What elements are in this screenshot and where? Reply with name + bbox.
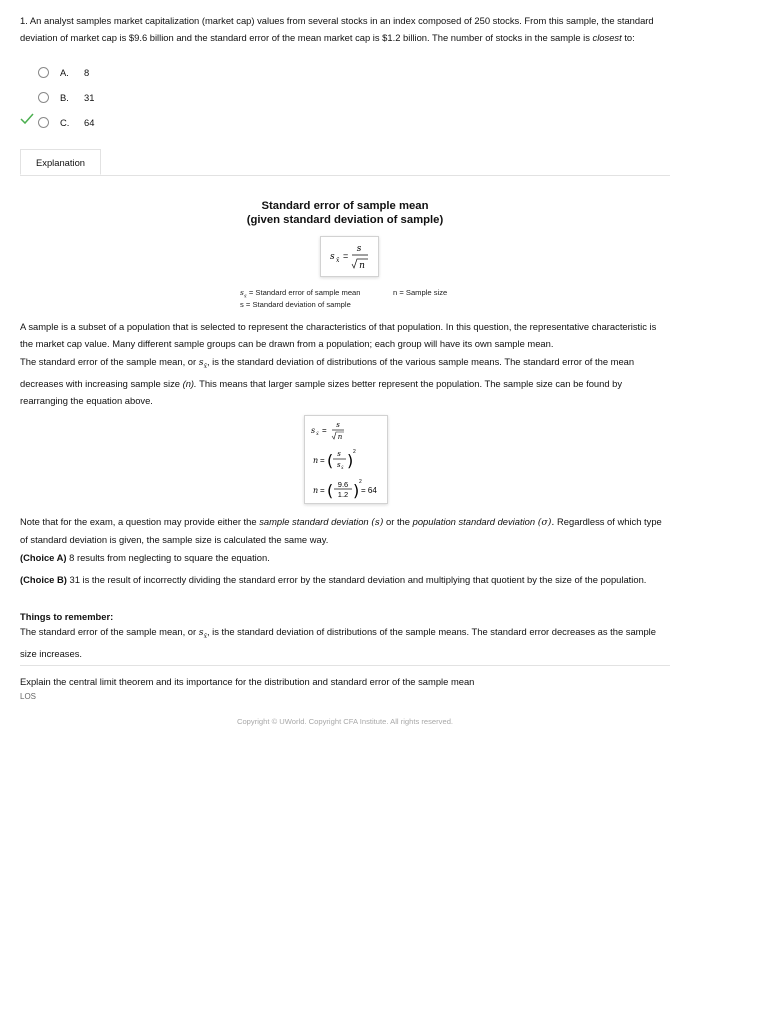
svg-text:s: s bbox=[311, 426, 316, 435]
legend-sx: $s_{x̄}$ = Standard error of sample mean bbox=[240, 288, 361, 300]
explanation-paragraph-3: Note that for the exam, a question may provide either the sample standard deviation (s) or the population standard deviation (σ). Regardless of which type of standard deviation is given, the sample size is calculated the same way. bbox=[20, 516, 662, 545]
choice-a-explanation: (Choice A) 8 results from neglecting to square the equation. bbox=[20, 552, 270, 563]
answer-choices bbox=[20, 60, 670, 135]
choice-letter: B. bbox=[60, 92, 69, 103]
sample-size-derivation bbox=[305, 416, 387, 503]
learning-objective: Explain the central limit theorem and its importance for the distribution and standard error of the sample mean bbox=[20, 676, 475, 687]
svg-text:x̄: x̄ bbox=[336, 257, 340, 264]
choice-value: 8 bbox=[84, 67, 90, 78]
checkmark-icon bbox=[20, 113, 34, 125]
choice-b-explanation: (Choice B) 31 is the result of incorrectly dividing the standard error by the standard deviation and multiplying that quotient by the size of the population. bbox=[20, 574, 647, 585]
svg-text:=: = bbox=[343, 251, 349, 261]
choice-value: 64 bbox=[84, 117, 95, 128]
svg-text:n: n bbox=[313, 456, 319, 465]
svg-text:n: n bbox=[359, 261, 365, 271]
choice-a[interactable] bbox=[20, 60, 670, 85]
choice-b[interactable] bbox=[20, 85, 670, 110]
svg-text:x̄: x̄ bbox=[341, 466, 344, 471]
radio-button[interactable] bbox=[38, 92, 49, 103]
svg-text:=: = bbox=[322, 426, 327, 435]
svg-text:n: n bbox=[313, 486, 319, 495]
svg-text:s: s bbox=[330, 252, 335, 262]
divider bbox=[20, 665, 670, 666]
sx-symbol: $s_{x̄}$ bbox=[198, 357, 207, 370]
formula-title-line2: (given standard deviation of sample) bbox=[246, 213, 444, 226]
svg-text:): ) bbox=[347, 451, 354, 470]
question-number: 1. bbox=[20, 15, 28, 26]
svg-text:=: = bbox=[320, 456, 325, 465]
choice-c[interactable] bbox=[20, 110, 670, 135]
question-text bbox=[20, 12, 670, 46]
svg-text:(: ( bbox=[327, 481, 334, 500]
svg-text:s: s bbox=[337, 461, 341, 469]
copyright-notice: Copyright © UWorld. Copyright CFA Institute. All rights reserved. bbox=[236, 717, 454, 726]
svg-text:s: s bbox=[336, 421, 340, 429]
question-body: An analyst samples market capitalization (market cap) values from several stocks in an index composed of 250 stocks. From this sample, the standard deviation of market cap is $9.6 billion and the standard error of the mean market cap is $1.2 billion. The number of stocks in the sample is bbox=[20, 15, 654, 43]
formula-title bbox=[20, 200, 670, 227]
calc-denominator: 1.2 bbox=[337, 490, 349, 499]
legend-n: n = Sample size bbox=[393, 288, 448, 297]
standard-error-formula bbox=[321, 237, 378, 276]
choice-value: 31 bbox=[84, 92, 95, 103]
svg-text:): ) bbox=[353, 481, 360, 500]
svg-text:2: 2 bbox=[353, 449, 356, 455]
calc-result: = 64 bbox=[361, 486, 377, 495]
svg-text:s: s bbox=[356, 244, 362, 254]
svg-text:(: ( bbox=[327, 451, 334, 470]
formula-box-rearranged bbox=[304, 415, 388, 504]
tab-explanation[interactable]: Explanation bbox=[20, 149, 101, 175]
radio-button[interactable] bbox=[38, 67, 49, 78]
things-to-remember-title: Things to remember: bbox=[20, 611, 114, 622]
question-emphasis: closest bbox=[592, 32, 622, 43]
legend-s: s = Standard deviation of sample bbox=[240, 300, 351, 309]
sx-symbol: $s_{x̄}$ bbox=[198, 627, 207, 640]
question-page bbox=[20, 12, 670, 227]
things-to-remember-text: The standard error of the sample mean, or $s_{x̄}$, is the standard deviation of distributions of the sample means. The standard error decreases as the sample size increases. bbox=[20, 626, 656, 659]
explanation-paragraph-2: The standard error of the sample mean, or $s_{x̄}$, is the standard deviation of distributions of the various sample means. The standard error of the mean decreases with increasing sample size (n). This means that larger sample sizes better represent the population. The sample size can be found by rearranging the equation above. bbox=[20, 356, 635, 406]
calc-numerator: 9.6 bbox=[337, 480, 349, 489]
explanation-paragraph-1: A sample is a subset of a population that is selected to represent the characteristics of that population. In this question, the representative characteristic is the market cap value. Many different sample groups can be drawn from a population; each group will have its own sample mean. bbox=[20, 321, 657, 349]
svg-text:s: s bbox=[337, 450, 341, 458]
svg-text:x̄: x̄ bbox=[316, 431, 319, 437]
question-tail: to: bbox=[624, 32, 635, 43]
svg-text:n: n bbox=[337, 433, 343, 441]
tab-bar bbox=[20, 149, 670, 176]
formula-title-line1: Standard error of sample mean bbox=[261, 200, 429, 212]
svg-text:=: = bbox=[320, 486, 325, 495]
choice-letter: A. bbox=[60, 67, 69, 78]
formula-box-standard-error bbox=[320, 236, 379, 277]
choice-letter: C. bbox=[60, 117, 70, 128]
svg-text:2: 2 bbox=[359, 479, 362, 485]
radio-button[interactable] bbox=[38, 117, 49, 128]
los-label: LOS bbox=[20, 692, 37, 701]
